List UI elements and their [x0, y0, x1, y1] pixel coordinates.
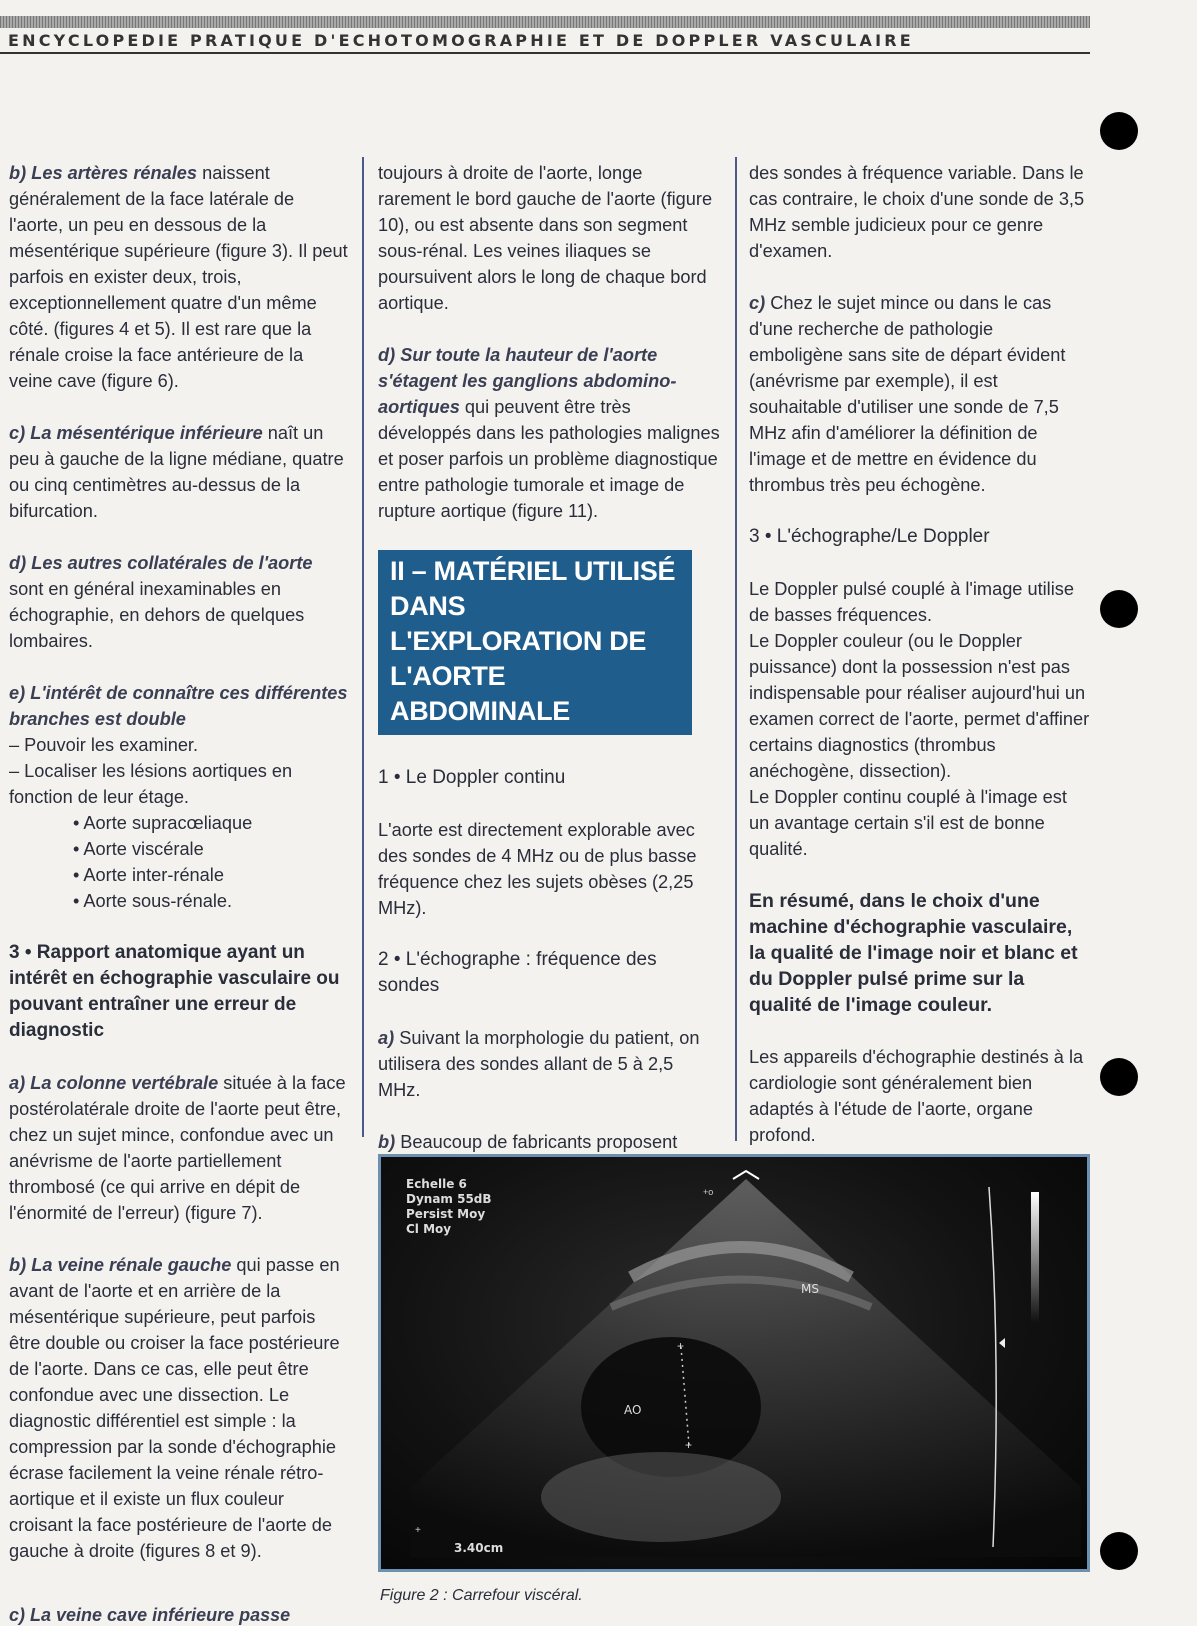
paragraph-sondes-variable: des sondes à fréquence variable. Dans le cas contraire, le choix d'une sonde de 3,5 MHz semble judicieux pour ce genre d'examen.	[749, 163, 1085, 261]
column-2	[378, 160, 720, 1181]
paragraph-collaterales: d) Les autres collatérales de l'aorte sont en général inexaminables en échographie, en dehors de quelques lombaires.	[9, 553, 313, 651]
paragraph-arteres-renales: b) Les artères rénales naissent généralement de la face latérale de l'aorte, un peu en dessous de la mésentérique supérieure (figure 3). Il peut parfois en exister deux, trois, exceptionnellement quatre d'un même côté. (figures 4 et 5). Il est rare que la rénale croise la face antérieure de la veine cave (figure 6).	[9, 163, 348, 391]
section-title-box: II – MATÉRIEL UTILISÉ DANS L'EXPLORATION DE L'AORTE ABDOMINALE	[378, 550, 692, 735]
label-ms: MS	[801, 1282, 819, 1296]
figure-caption: Figure 2 : Carrefour viscéral.	[380, 1587, 583, 1604]
heading-doppler-continu: 1 • Le Doppler continu	[378, 767, 566, 788]
column-1	[9, 160, 351, 1590]
svg-text:+: +	[677, 1339, 685, 1353]
paragraph-ganglions: d) Sur toute la hauteur de l'aorte s'étagent les ganglions abdomino-aortiques qui peuvent être très développés dans les pathologies malignes et poser parfois un problème diagnostique entre pathologie tumorale et image de rupture aortique (figure 11).	[378, 345, 720, 521]
paragraph-veine-cave: toujours à droite de l'aorte, longe rarement le bord gauche de l'aorte (figure 10), ou est absente dans son segment sous-rénal. Les veines iliaques se poursuivent alors le long de chaque bord aortique.	[378, 163, 713, 313]
list-item: • Aorte supracœliaque	[9, 810, 351, 836]
heading-echographe-doppler: 3 • L'échographe/Le Doppler	[749, 526, 990, 547]
paragraph-interet: e) L'intérêt de connaître ces différentes branches est double – Pouvoir les examiner. – Localiser les lésions aortiques en fonction de leur étage.	[9, 683, 348, 807]
paragraph-sujet-mince: c) Chez le sujet mince ou dans le cas d'une recherche de pathologie emboligène sans site de départ évident (anévrisme par exemple), il est souhaitable d'utiliser une sonde de 7,5 MHz afin d'améliorer la définition de l'image et de mettre en évidence du thrombus très peu échogène.	[749, 293, 1066, 495]
binder-hole	[1100, 590, 1138, 628]
column-divider-1	[362, 157, 364, 1137]
paragraph-veine-renale: b) La veine rénale gauche qui passe en avant de l'aorte et en arrière de la mésentérique supérieure, peut parfois être double ou croiser la face postérieure de l'aorte. Dans ce cas, elle peut être confondue avec une dissection. Le diagnostic différentiel est simple : la compression par la sonde d'échographie écrase facilement la veine rénale rétro-aortique et il existe un flux couleur croisant la face postérieure de l'aorte de gauche à droite (figures 8 et 9).	[9, 1255, 340, 1561]
binder-hole	[1100, 1532, 1138, 1570]
paragraph-aorte-explorable: L'aorte est directement explorable avec des sondes de 4 MHz ou de plus basse fréquence chez les sujets obèses (2,25 MHz).	[378, 820, 697, 918]
svg-text:+: +	[685, 1438, 693, 1452]
ultrasound-figure	[378, 1154, 1090, 1572]
list-item: • Aorte sous-rénale.	[9, 888, 351, 914]
paragraph-mesenterique-inferieure: c) La mésentérique inférieure naît un peu à gauche de la ligne médiane, quatre ou cinq centimètres au-dessus de la bifurcation.	[9, 423, 344, 521]
list-item: • Aorte inter-rénale	[9, 862, 351, 888]
section-heading-rapport: 3 • Rapport anatomique ayant un intérêt en échographie vasculaire ou pouvant entraîner une erreur de diagnostic	[9, 942, 340, 1041]
header-rule	[0, 52, 1090, 54]
running-header: ENCYCLOPEDIE PRATIQUE D'ECHOTOMOGRAPHIE ET DE DOPPLER VASCULAIRE	[8, 31, 914, 50]
paragraph-fabricants: b) Beaucoup de fabricants proposent	[378, 1132, 678, 1152]
measurement-readout: 3.40cm	[454, 1541, 504, 1555]
cut-off-line: c) La veine cave inférieure passe	[9, 1605, 291, 1625]
column-divider-2	[735, 157, 737, 1141]
binder-hole	[1100, 1058, 1138, 1096]
summary-paragraph: En résumé, dans le choix d'une machine d'échographie vasculaire, la qualité de l'image noir et blanc et du Doppler pulsé prime sur la qualité de l'image couleur.	[749, 890, 1078, 1016]
paragraph-colonne-vertebrale: a) La colonne vertébrale située à la face postérolatérale droite de l'aorte peut être, chez un sujet mince, confondue avec un anévrisme de l'aorte partiellement thrombosé (ce qui arrive en dépit de l'énormité de l'erreur) (figure 7).	[9, 1073, 346, 1223]
list-item: • Aorte viscérale	[9, 836, 351, 862]
svg-text:+: +	[415, 1525, 421, 1536]
label-ao: AO	[624, 1403, 642, 1417]
svg-text:+o: +o	[703, 1187, 714, 1197]
paragraph-cardiologie: Les appareils d'échographie destinés à la cardiologie sont généralement bien adaptés à l'étude de l'aorte, organe profond.	[749, 1047, 1084, 1145]
ultrasound-parameters: Echelle 6 Dynam 55dB Persist Moy Cl Moy	[406, 1177, 492, 1236]
paragraph-morphologie: a) Suivant la morphologie du patient, on utilisera des sondes allant de 5 à 2,5 MHz.	[378, 1028, 700, 1100]
column-3	[749, 160, 1091, 1174]
header-bar	[0, 16, 1090, 28]
paragraph-doppler-group: Le Doppler pulsé couplé à l'image utilise de basses fréquences. Le Doppler couleur (ou le Doppler puissance) dont la possession n'est pas indispensable pour réaliser aujourd'hui un examen correct de l'aorte, permet d'affiner certains diagnostics (thrombus anéchogène, dissection). Le Doppler continu couplé à l'image est un avantage certain s'il est de bonne qualité.	[749, 579, 1090, 859]
heading-echographe-frequence: 2 • L'échographe : fréquence des sondes	[378, 949, 657, 996]
binder-hole	[1100, 112, 1138, 150]
aorte-bullet-list	[9, 810, 351, 914]
